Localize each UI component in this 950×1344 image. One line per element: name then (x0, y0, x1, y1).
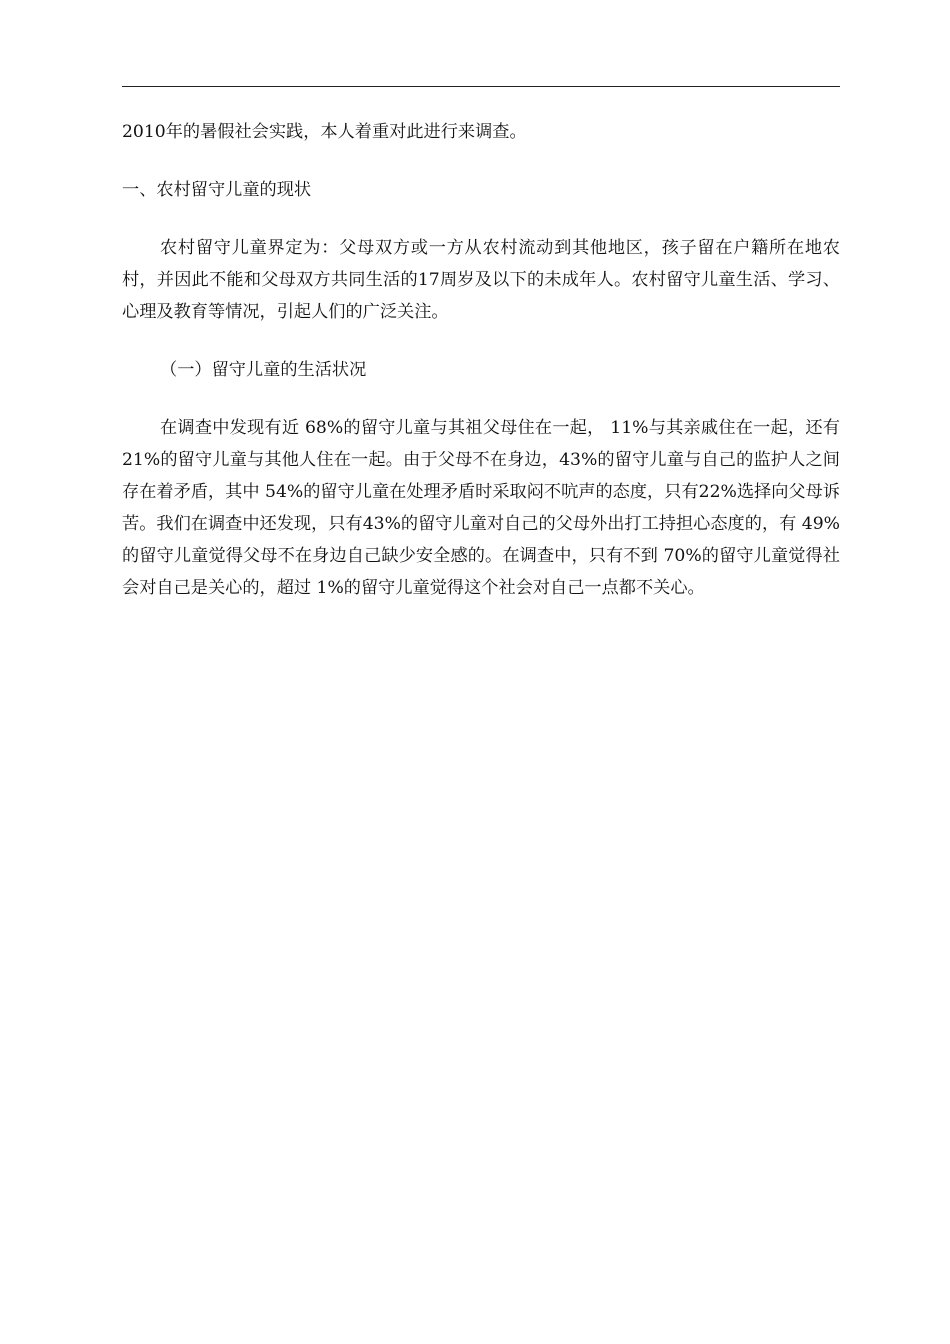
document-body (122, 116, 840, 604)
findings-paragraph: 在调查中发现有近 68%的留守儿童与其祖父母住在一起， 11%与其亲戚住在一起，还有 21%的留守儿童与其他人住在一起。由于父母不在身边，43%的留守儿童与自己的监护人之间存在着矛盾，其中 54%的留守儿童在处理矛盾时采取闷不吭声的态度，只有22%选择向父母诉苦。我们在调查中还发现，只有43%的留守儿童对自己的父母外出打工持担心态度的，有 49%的留守儿童觉得父母不在身边自己缺少安全感的。在调查中，只有不到 70%的留守儿童觉得社会对自己是关心的，超过 1%的留守儿童觉得这个社会对自己一点都不关心。 (122, 418, 840, 598)
subsection-heading: （一）留守儿童的生活状况 (160, 360, 367, 380)
spacer (122, 148, 840, 174)
definition-paragraph: 农村留守儿童界定为：父母双方或一方从农村流动到其他地区，孩子留在户籍所在地农村，并因此不能和父母双方共同生活的17周岁及以下的未成年人。农村留守儿童生活、学习、心理及教育等情况，引起人们的广泛关注。 (122, 238, 840, 322)
spacer (122, 206, 840, 232)
spacer (122, 328, 840, 354)
intro-line: 2010年的暑假社会实践，本人着重对此进行来调查。 (122, 122, 527, 142)
header-rule (122, 86, 840, 87)
section-heading: 一、农村留守儿童的现状 (122, 180, 312, 200)
spacer (122, 386, 840, 412)
